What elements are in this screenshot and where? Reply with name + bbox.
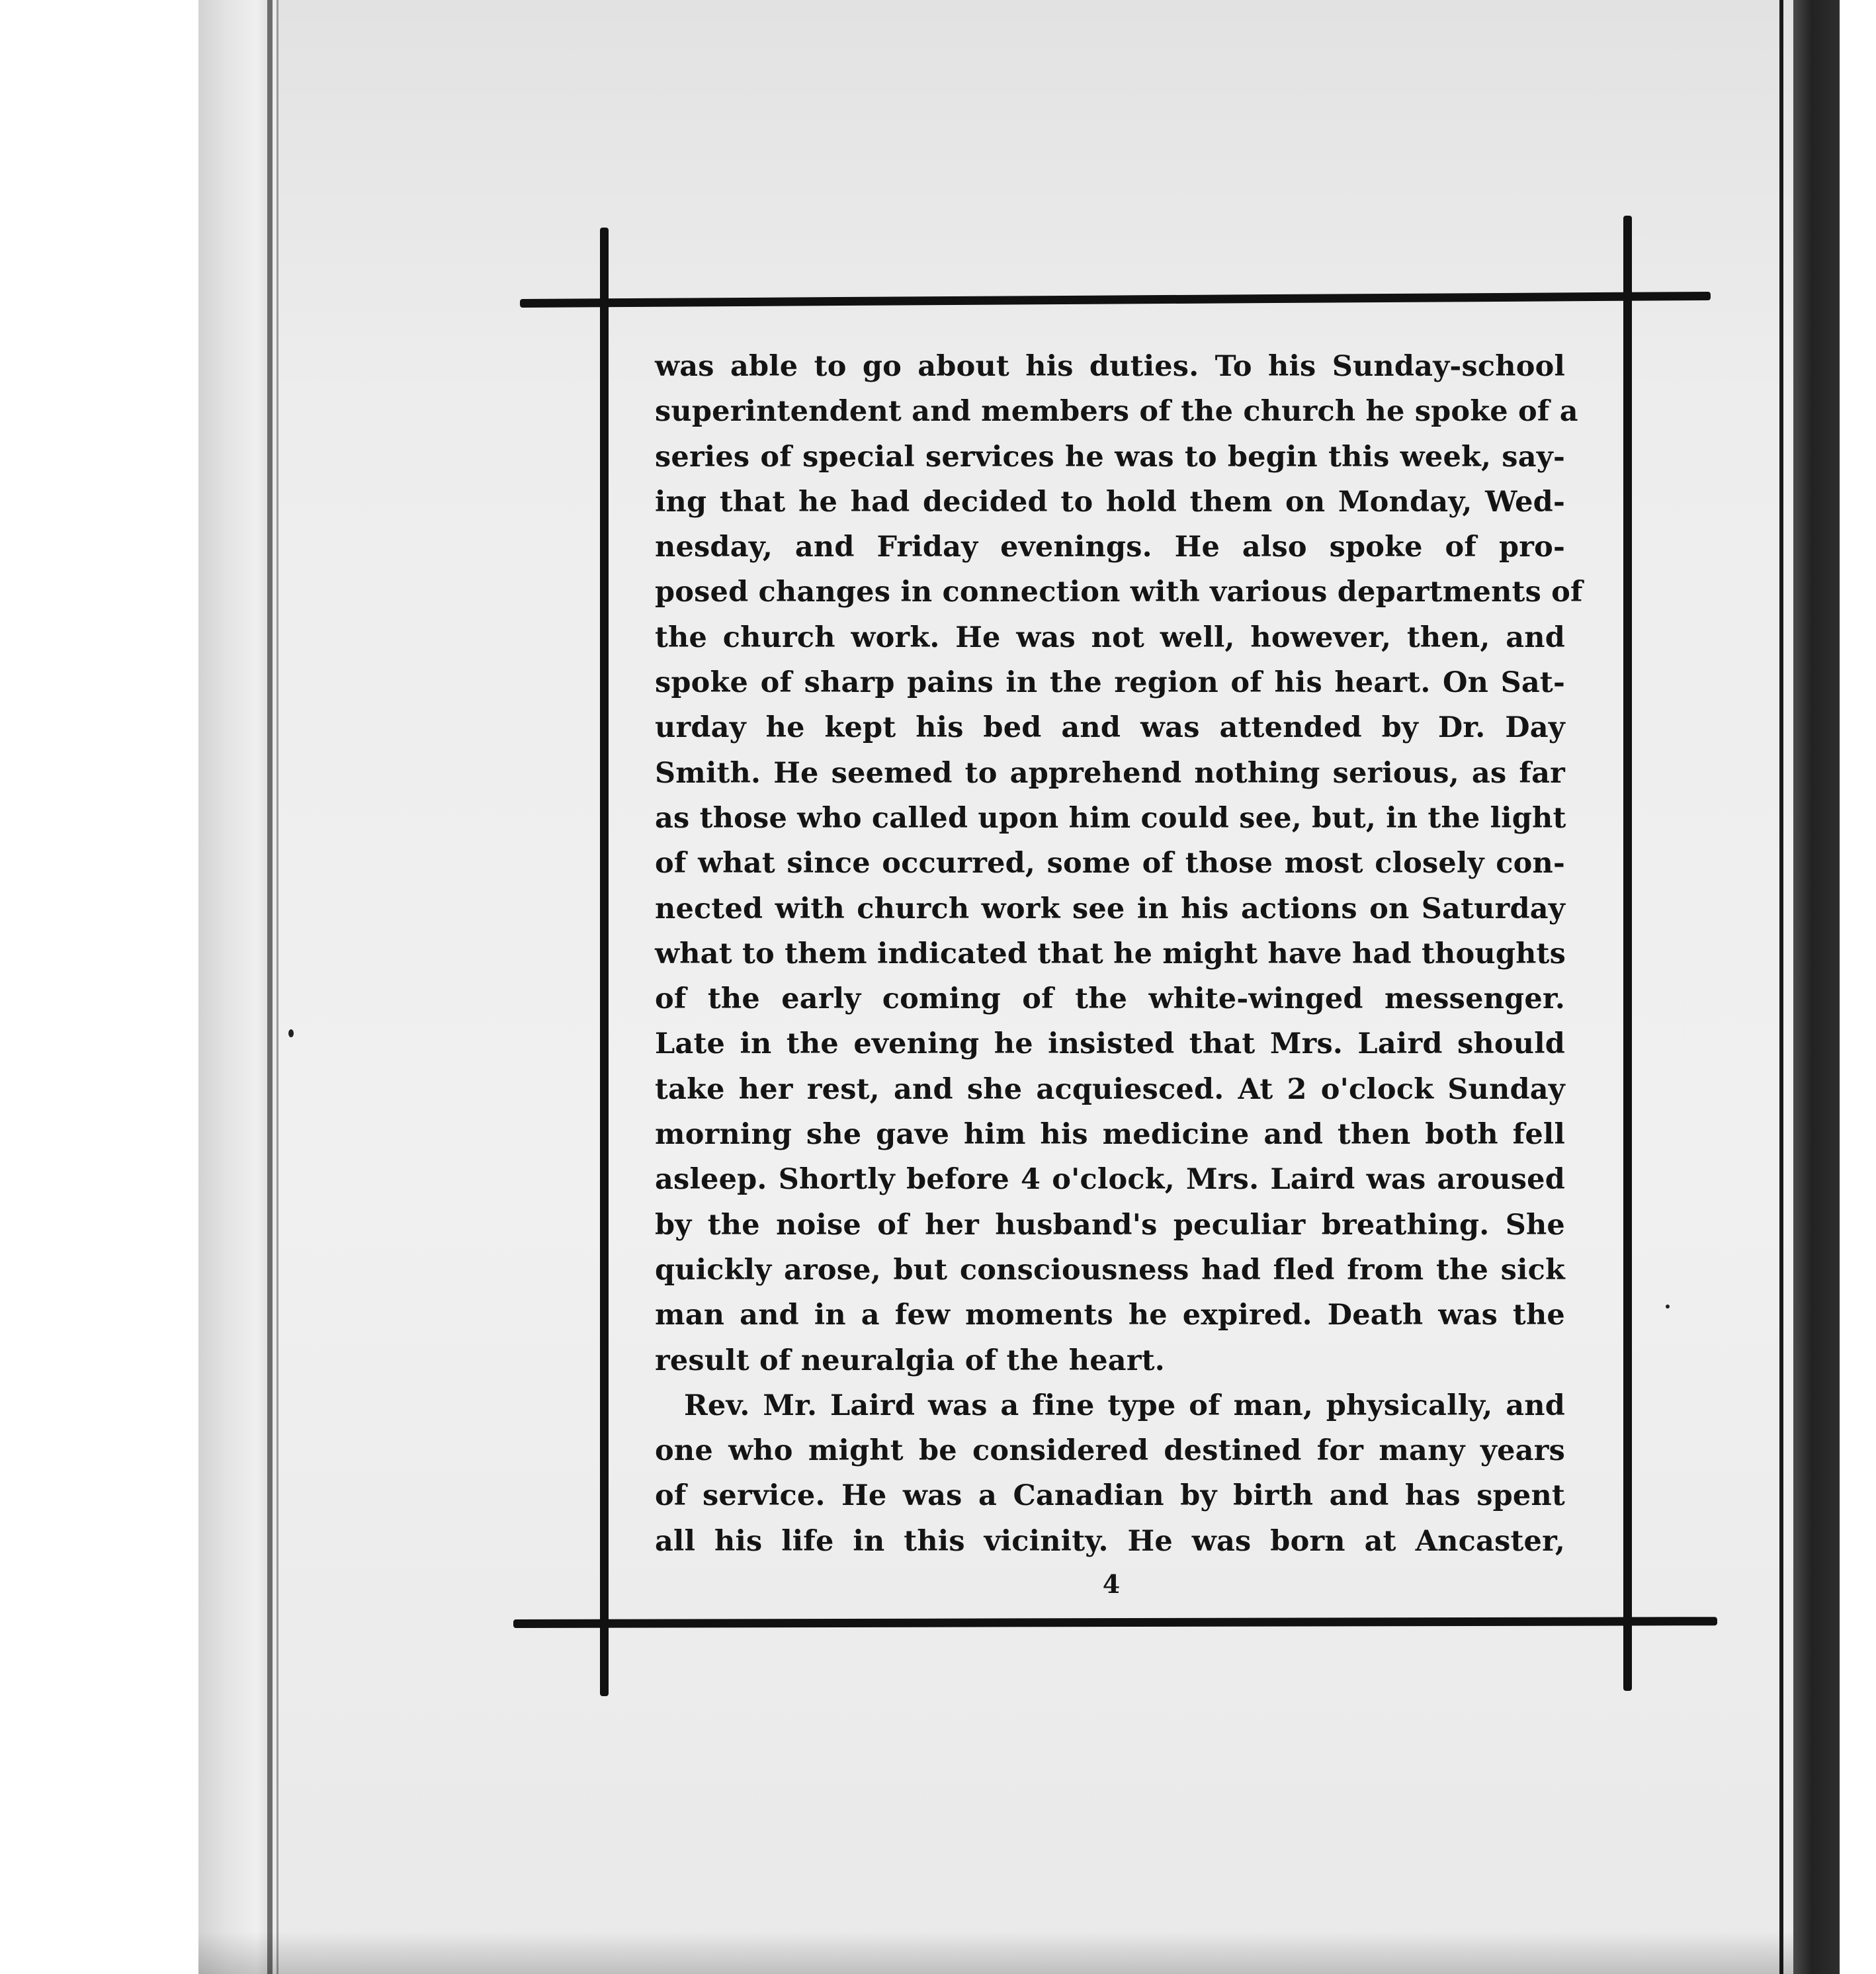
text-line: was able to go about his duties. To his Sunday-school [655,350,1565,383]
text-line: nesday, and Friday evenings. He also spoke of pro- [655,531,1565,564]
text-line: spoke of sharp pains in the region of his heart. On Sat- [655,666,1565,700]
text-line: ing that he had decided to hold them on Monday, Wed- [655,485,1565,519]
text-line: morning she gave him his medicine and then both fell [655,1118,1565,1152]
text-line: asleep. Shortly before 4 o'clock, Mrs. Laird was aroused [655,1163,1565,1197]
text-line: the church work. He was not well, however, then, and [655,621,1565,654]
page-number: 4 [1102,1569,1121,1599]
text-line: of what since occurred, some of those most closely con- [655,847,1565,880]
fold-line [267,0,273,1974]
text-line: man and in a few moments he expired. Death was the [655,1299,1565,1332]
text-line: quickly arose, but consciousness had fled from the sick [655,1253,1565,1287]
text-line: by the noise of her husband's peculiar breathing. She [655,1208,1565,1242]
text-line: Late in the evening he insisted that Mrs. Laird should [655,1027,1565,1061]
right-margin [1840,0,1876,1974]
text-line: Smith. He seemed to apprehend nothing serious, as far [655,756,1565,790]
ink-speck [1666,1305,1670,1309]
left-margin [0,0,198,1974]
text-line: nected with church work see in his actions on Saturday [655,892,1565,925]
frame-rule-left [600,228,609,1696]
text-line: take her rest, and she acquiesced. At 2 o'clock Sunday [655,1072,1565,1106]
text-line: result of neuralgia of the heart. [655,1344,1165,1377]
text-line: of the early coming of the white-winged messenger. [655,982,1565,1016]
right-edge-line [1779,0,1783,1974]
frame-rule-right [1623,216,1632,1691]
text-line: urday he kept his bed and was attended by Dr. Day [655,711,1565,745]
bottom-shadow [198,1932,1793,1974]
text-line: of service. He was a Canadian by birth and has spent [655,1479,1565,1513]
right-page-edge [1793,0,1840,1974]
text-line: all his life in this vicinity. He was born at Ancaster, [655,1524,1565,1558]
text-line: one who might be considered destined for many years [655,1434,1565,1468]
text-line: as those who called upon him could see, but, in the light [655,801,1566,835]
text-line: superintendent and members of the church he spoke of a [655,395,1578,429]
text-line: series of special services he was to begin this week, say- [655,440,1565,474]
ink-speck [288,1029,294,1037]
text-line: what to them indicated that he might have had thoughts [655,937,1566,970]
body-text [655,344,1583,1564]
binding-edge [198,0,271,1974]
text-line: posed changes in connection with various departments of [655,576,1583,609]
text-line: Rev. Mr. Laird was a fine type of man, physically, and [684,1389,1565,1422]
